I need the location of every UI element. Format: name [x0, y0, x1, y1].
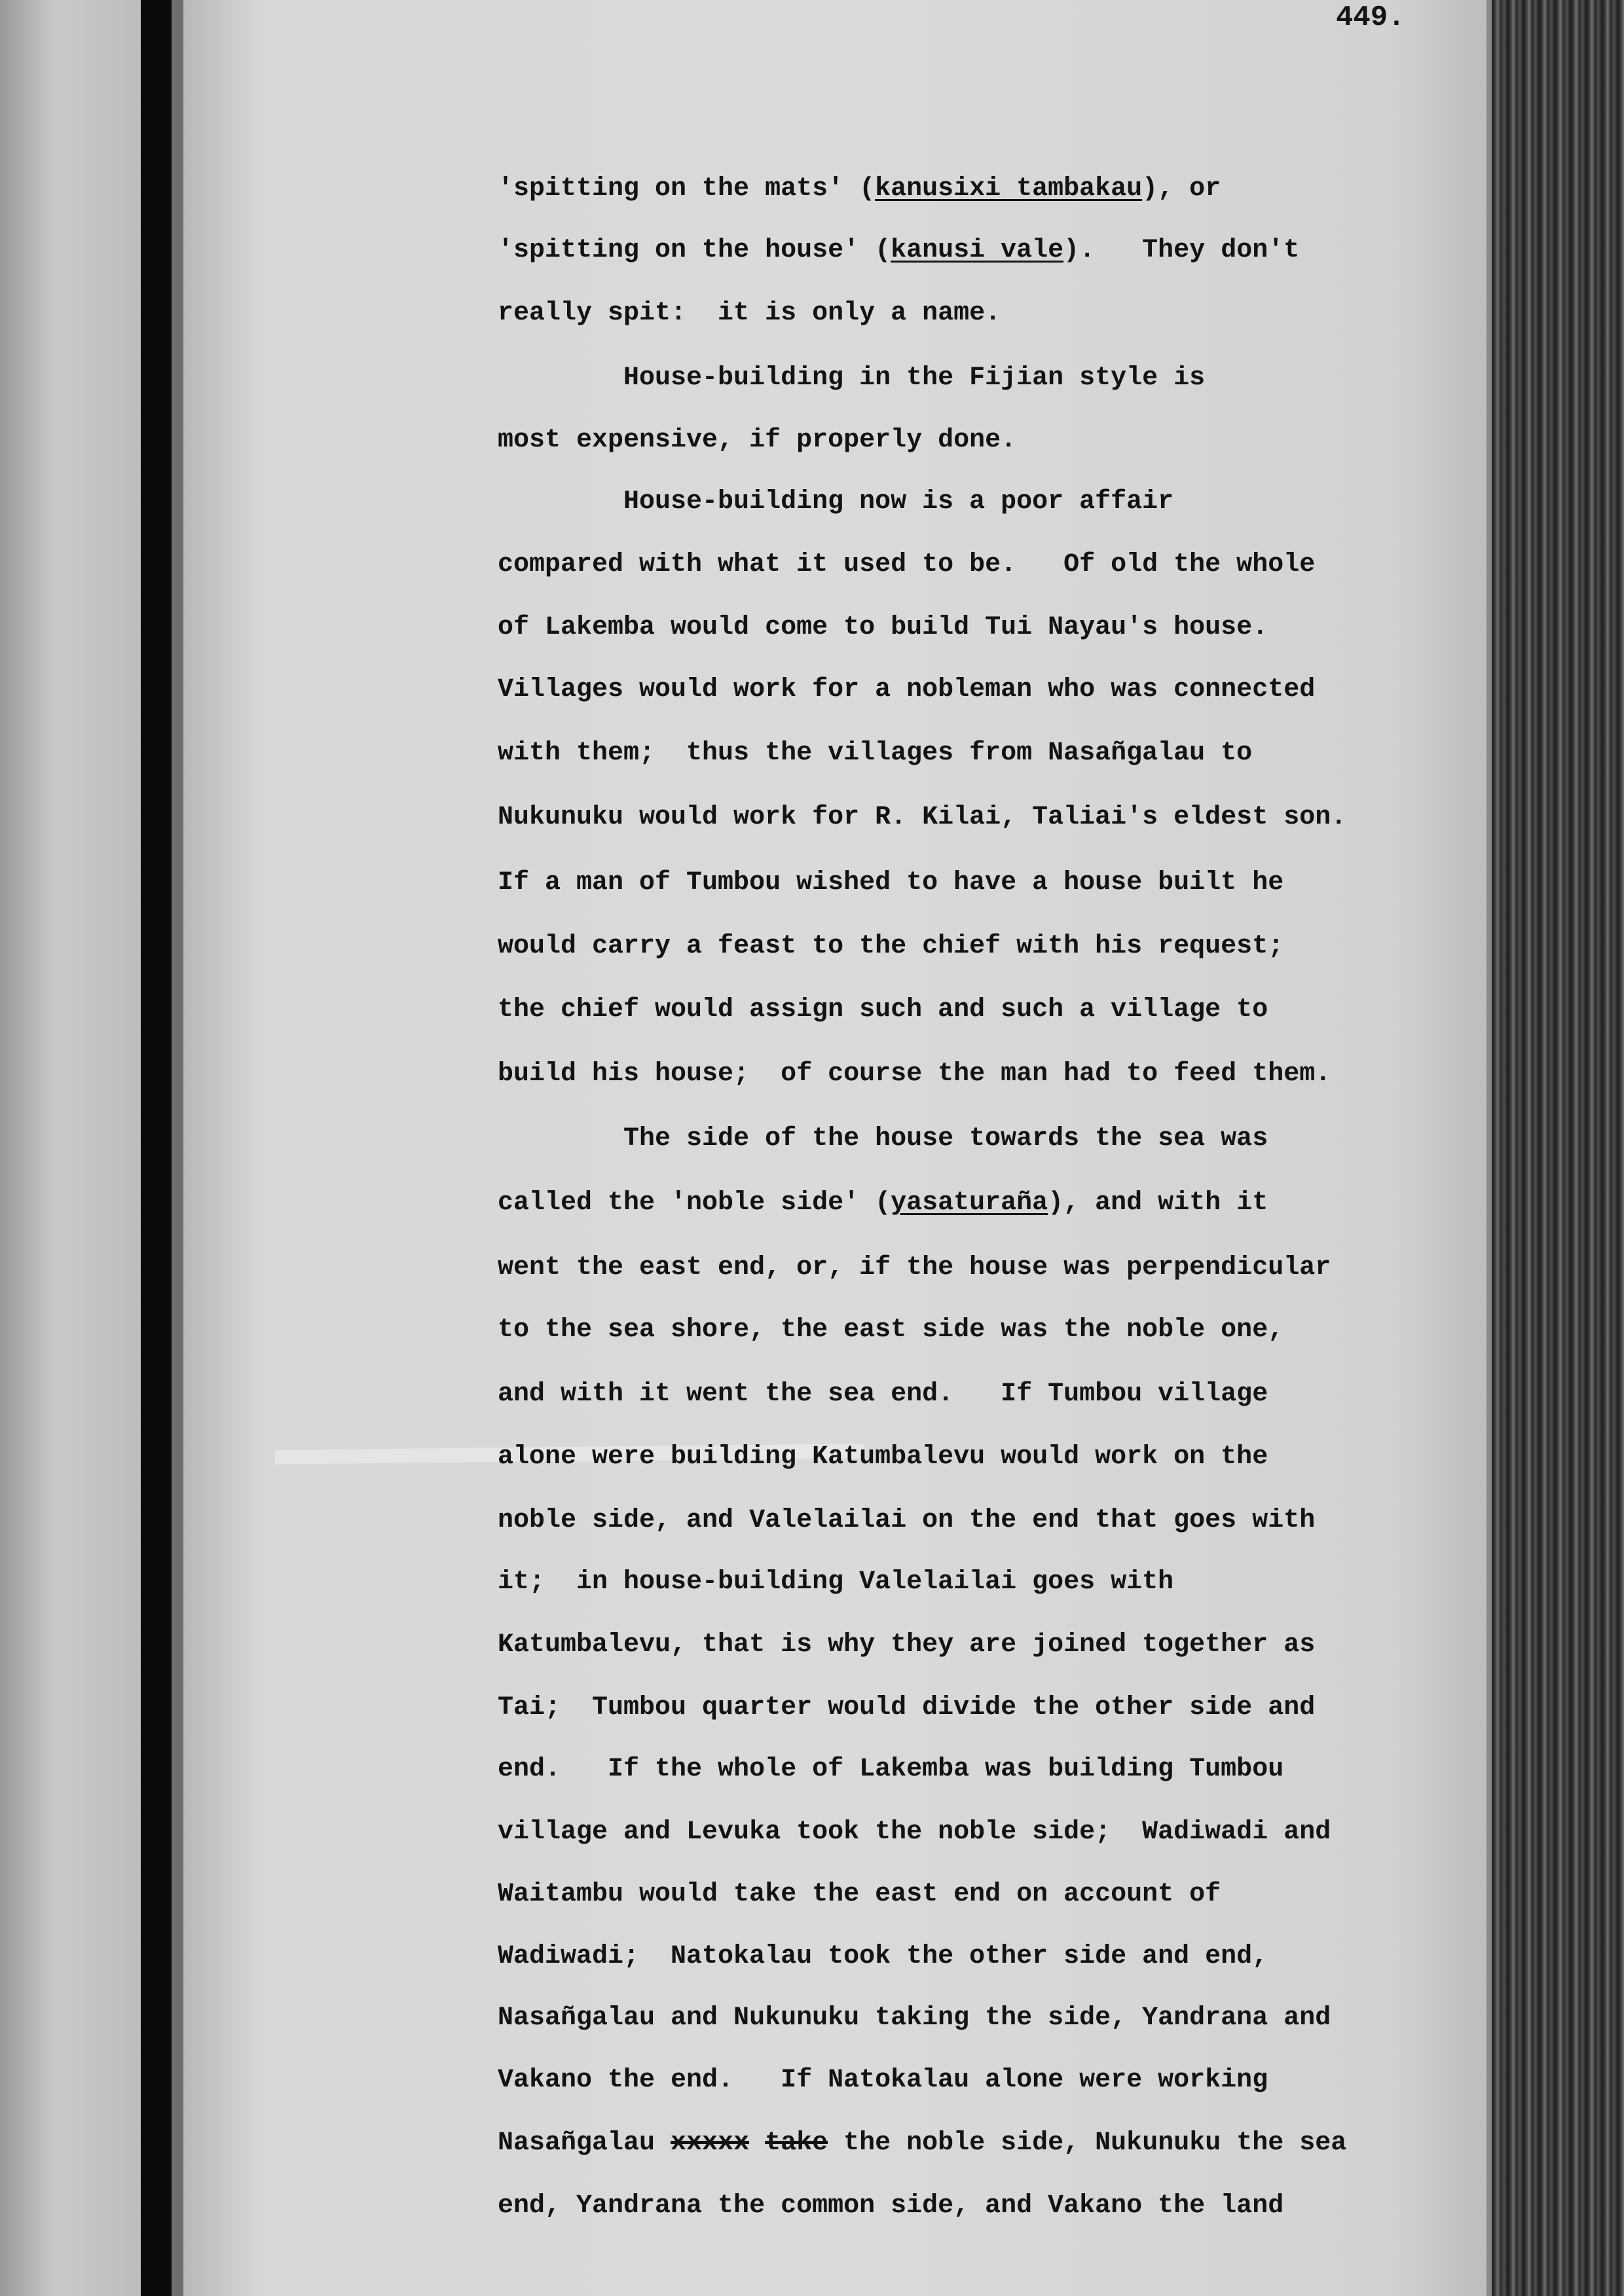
text-segment: the noble side, Nukunuku the sea — [828, 2128, 1347, 2158]
text-line — [498, 1816, 1331, 1849]
text-line — [498, 801, 1346, 834]
text-line — [498, 1252, 1331, 1285]
text-segment: of Lakemba would come to build Tui Nayau's house. — [498, 613, 1268, 642]
text-line — [498, 173, 1221, 206]
text-line — [498, 549, 1315, 581]
text-segment: end. If the whole of Lakemba was building Tumbou — [498, 1755, 1284, 1784]
text-segment: to the sea shore, the east side was the noble one, — [498, 1315, 1284, 1345]
text-segment: Tai; Tumbou quarter would divide the other side and — [498, 1693, 1316, 1722]
text-segment: and with it went the sea end. If Tumbou village — [498, 1379, 1268, 1409]
underlined-term: yasaturaña — [891, 1188, 1048, 1218]
text-line — [498, 234, 1299, 267]
text-line — [498, 1629, 1315, 1662]
text-segment: village and Levuka took the noble side; Wadiwadi and — [498, 1817, 1331, 1847]
text-segment: noble side, and Valelailai on the end that goes with — [498, 1506, 1316, 1535]
text-segment: would carry a feast to the chief with his request; — [498, 932, 1284, 961]
text-segment: ). They don't — [1063, 236, 1300, 265]
text-segment: 'spitting on the mats' ( — [498, 174, 876, 204]
text-segment: Nukunuku would work for R. Kilai, Taliai's eldest son. — [498, 803, 1347, 832]
text-segment: The side of the house towards the sea was — [498, 1124, 1268, 1154]
text-segment: Villages would work for a nobleman who was connected — [498, 675, 1316, 704]
text-segment: Waitambu would take the east end on account of — [498, 1880, 1221, 1909]
text-segment: Vakano the end. If Natokalau alone were working — [498, 2066, 1268, 2095]
text-segment: Nasañgalau and Nukunuku taking the side, Yandrana and — [498, 2003, 1331, 2033]
text-line — [498, 1878, 1221, 1911]
text-line — [498, 2064, 1268, 2097]
page-number: 449. — [1336, 1, 1405, 34]
text-line — [498, 424, 1016, 457]
underlined-term: kanusixi tambakau — [875, 174, 1143, 204]
text-segment: Wadiwadi; Natokalau took the other side and end, — [498, 1942, 1268, 1971]
text-line — [498, 611, 1268, 644]
text-segment: ), or — [1142, 174, 1221, 204]
text-line — [498, 1941, 1268, 1973]
text-line — [498, 1058, 1331, 1091]
text-line — [498, 867, 1283, 900]
text-line — [498, 2127, 1346, 2160]
text-segment: House-building in the Fijian style is — [498, 363, 1206, 393]
text-line — [498, 2190, 1283, 2223]
struck-out-text: take — [765, 2128, 828, 2158]
text-segment: House-building now is a poor affair — [498, 487, 1174, 517]
text-segment: Nasañgalau — [498, 2128, 671, 2158]
left-margin — [0, 0, 141, 2296]
text-segment: If a man of Tumbou wished to have a house built he — [498, 868, 1284, 898]
text-line — [498, 1753, 1283, 1786]
book-binding — [1492, 0, 1624, 2296]
text-line — [498, 1566, 1173, 1599]
text-segment: really spit: it is only a name. — [498, 299, 1001, 328]
text-segment: Katumbalevu, that is why they are joined together as — [498, 1630, 1316, 1660]
text-segment: it; in house-building Valelailai goes with — [498, 1567, 1174, 1597]
underlined-term: kanusi vale — [891, 236, 1064, 265]
text-line — [498, 930, 1283, 963]
text-segment: ), and with it — [1048, 1188, 1268, 1218]
struck-out-text: xxxxx — [671, 2128, 750, 2158]
text-line — [498, 362, 1205, 395]
text-segment: called the 'noble side' ( — [498, 1188, 891, 1218]
text-segment: went the east end, or, if the house was perpendicular — [498, 1253, 1331, 1283]
text-line — [498, 994, 1268, 1027]
text-line — [498, 1504, 1315, 1537]
text-line — [498, 1187, 1268, 1220]
text-segment: the chief would assign such and such a village to — [498, 995, 1268, 1025]
text-line — [498, 297, 1001, 330]
text-line — [498, 1123, 1268, 1156]
text-line — [498, 674, 1315, 706]
text-line — [498, 1441, 1268, 1474]
text-line — [498, 1378, 1268, 1411]
text-segment: most expensive, if properly done. — [498, 426, 1017, 455]
text-line — [498, 2002, 1331, 2035]
text-segment: end, Yandrana the common side, and Vakano the land — [498, 2191, 1284, 2221]
text-line — [498, 1314, 1283, 1347]
page-gap — [172, 0, 183, 2296]
text-segment — [749, 2128, 765, 2158]
text-segment: alone were building Katumbalevu would work on the — [498, 1442, 1268, 1472]
text-segment: build his house; of course the man had to feed them. — [498, 1059, 1331, 1089]
text-line — [498, 486, 1173, 519]
text-line — [498, 1692, 1315, 1724]
text-segment: compared with what it used to be. Of old the whole — [498, 550, 1316, 579]
text-segment: with them; thus the villages from Nasañgalau to — [498, 738, 1253, 768]
text-line — [498, 737, 1252, 770]
text-segment: 'spitting on the house' ( — [498, 236, 891, 265]
